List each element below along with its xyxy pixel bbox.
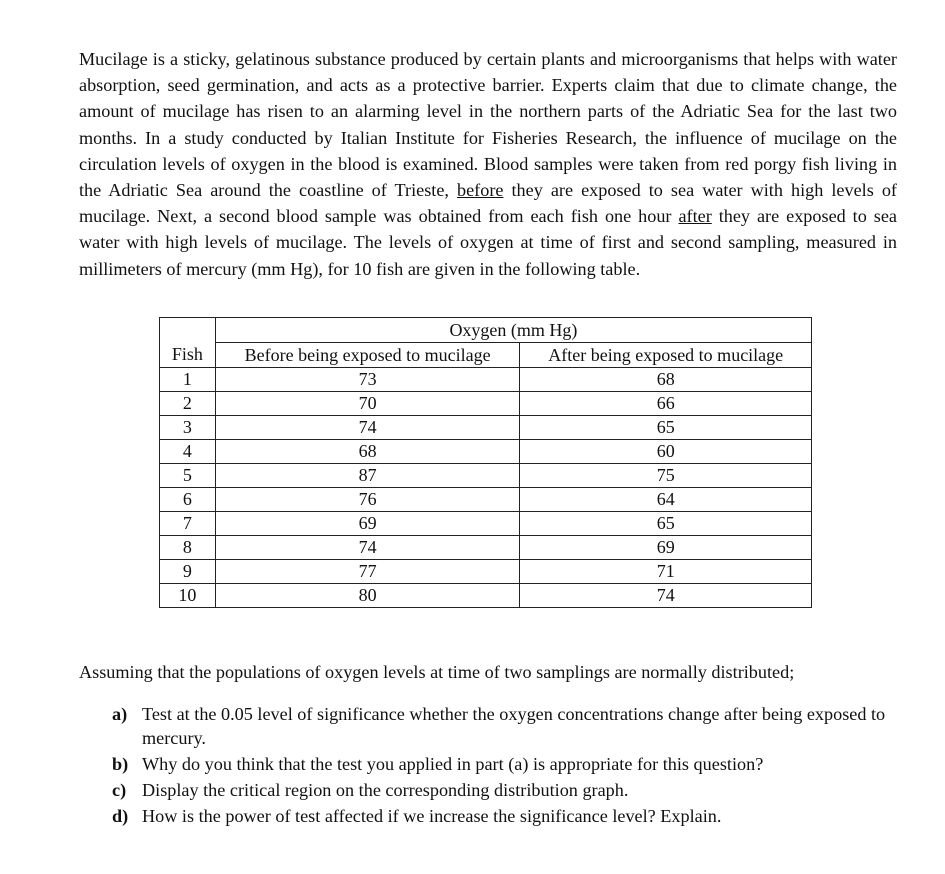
cell-before: 70	[215, 392, 520, 416]
table-body	[160, 368, 812, 608]
cell-after: 69	[520, 536, 812, 560]
question-text: Test at the 0.05 level of significance whether the oxygen concentrations change after being exposed to mercury.	[142, 704, 886, 748]
table-group-header-row	[160, 318, 812, 343]
cell-fish: 9	[160, 560, 216, 584]
question-text: How is the power of test affected if we increase the significance level? Explain.	[142, 806, 722, 826]
cell-after: 64	[520, 488, 812, 512]
question-item	[112, 778, 902, 802]
cell-fish: 7	[160, 512, 216, 536]
table-row	[160, 464, 812, 488]
cell-before: 77	[215, 560, 520, 584]
question-letter: c)	[112, 780, 127, 800]
intro-text-part2: they are exposed to sea water with high levels of mucilage. Next, a second blood sample was obtained from each fish one hour	[79, 180, 897, 227]
cell-fish: 1	[160, 368, 216, 392]
cell-fish: 3	[160, 416, 216, 440]
cell-after: 74	[520, 584, 812, 608]
assumption-text: Assuming that the populations of oxygen levels at time of two samplings are normally distributed;	[79, 662, 795, 682]
cell-after: 71	[520, 560, 812, 584]
table-row	[160, 512, 812, 536]
table-row	[160, 584, 812, 608]
intro-underlined-before: before	[457, 180, 504, 201]
cell-after: 75	[520, 464, 812, 488]
cell-before: 76	[215, 488, 520, 512]
question-letter: a)	[112, 704, 128, 724]
table-row	[160, 368, 812, 392]
cell-before: 73	[215, 368, 520, 392]
question-text: Why do you think that the test you applied in part (a) is appropriate for this question?	[142, 754, 764, 774]
table-row	[160, 488, 812, 512]
intro-text-part3: they are exposed to sea water with high levels of mucilage. The levels of oxygen at time of first and second sampling, measured in millimeters of mercury (mm Hg), for 10 fish are given in the following table.	[79, 206, 898, 279]
table-row	[160, 416, 812, 440]
cell-fish: 4	[160, 440, 216, 464]
question-letter: d)	[112, 806, 129, 826]
column-header-before: Before being exposed to mucilage	[215, 343, 520, 368]
table-row	[160, 392, 812, 416]
table-column-header-row	[160, 343, 812, 368]
cell-after: 68	[520, 368, 812, 392]
intro-text-part1: Mucilage is a sticky, gelatinous substance produced by certain plants and microorganisms that helps with water absorption, seed germination, and acts as a protective barrier. Experts claim that due to climate change, the amount of mucilage has risen to an alarming level in the northern parts of the Adriatic Sea for the last two months. In a study conducted by Italian Institute for Fisheries Research, the influence of mucilage on the circulation levels of oxygen in the blood is examined. Blood samples were taken from red porgy fish living in the Adriatic Sea around the coastline of Trieste,	[79, 49, 897, 201]
question-text: Display the critical region on the corresponding distribution graph.	[142, 780, 629, 800]
cell-before: 68	[215, 440, 520, 464]
intro-paragraph	[79, 46, 897, 282]
cell-after: 60	[520, 440, 812, 464]
cell-fish: 10	[160, 584, 216, 608]
cell-after: 65	[520, 512, 812, 536]
question-letter: b)	[112, 754, 129, 774]
column-header-after: After being exposed to mucilage	[520, 343, 812, 368]
cell-fish: 5	[160, 464, 216, 488]
question-item	[112, 702, 902, 750]
cell-after: 65	[520, 416, 812, 440]
cell-fish: 8	[160, 536, 216, 560]
table-row	[160, 536, 812, 560]
intro-underlined-after: after	[678, 206, 712, 227]
cell-before: 74	[215, 416, 520, 440]
column-header-fish: Fish	[160, 343, 216, 368]
questions-list	[112, 702, 902, 830]
cell-before: 74	[215, 536, 520, 560]
oxygen-data-table	[159, 317, 812, 608]
table-row	[160, 440, 812, 464]
cell-before: 69	[215, 512, 520, 536]
table-group-header: Oxygen (mm Hg)	[215, 318, 811, 343]
table-row	[160, 560, 812, 584]
question-item	[112, 804, 902, 828]
cell-before: 80	[215, 584, 520, 608]
cell-after: 66	[520, 392, 812, 416]
question-item	[112, 752, 902, 776]
cell-fish: 2	[160, 392, 216, 416]
table-corner-cell	[160, 318, 216, 343]
cell-before: 87	[215, 464, 520, 488]
cell-fish: 6	[160, 488, 216, 512]
